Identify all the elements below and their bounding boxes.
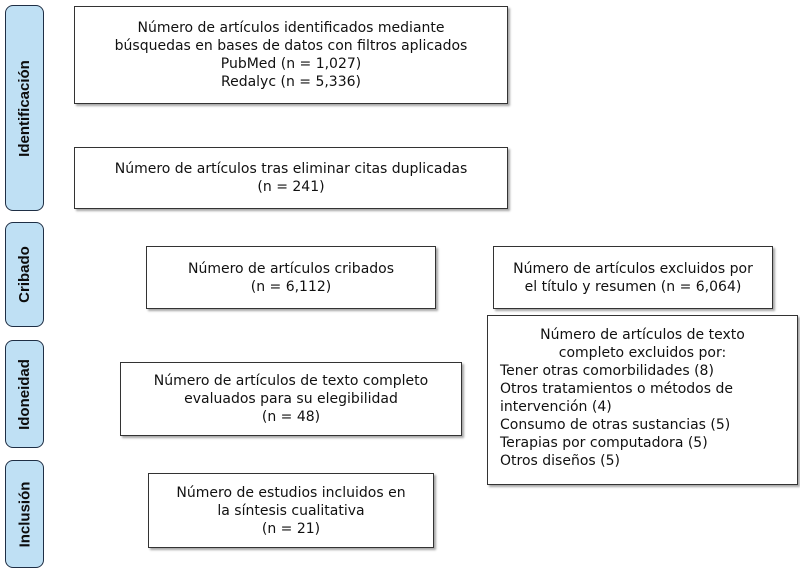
phase-cribado-label: Cribado	[16, 246, 34, 303]
included-line-3: (n = 21)	[261, 520, 321, 537]
identified-line-2: búsquedas en bases de datos con filtros aplicados	[114, 38, 468, 54]
screened-records-box	[146, 246, 436, 309]
phase-idoneidad-label: Idoneidad	[16, 358, 33, 430]
fulltext-excluded-heading-2: completo excluidos por:	[558, 345, 727, 361]
screened-line-2: (n = 6,112)	[250, 278, 332, 295]
identified-line-1: Número de artículos identificados mediante	[137, 20, 445, 36]
included-line-2: la síntesis cualitativa	[217, 502, 365, 519]
excluded-title-line-1: Número de artículos excluidos por	[513, 260, 753, 277]
eligibility-assessed-box	[120, 362, 462, 436]
phase-idoneidad	[5, 340, 44, 448]
phase-cribado	[5, 222, 44, 327]
exclusion-reason: intervención (4)	[500, 399, 612, 415]
phase-inclusion-label: Inclusión	[16, 481, 33, 547]
duplicates-removed-box	[74, 147, 508, 209]
fulltext-excluded-heading-1: Número de artículos de texto	[540, 327, 745, 343]
exclusion-reason: Otros diseños (5)	[500, 453, 620, 469]
fulltext-excluded-box	[487, 315, 798, 485]
exclusion-reason: Tener otras comorbilidades (8)	[500, 363, 714, 379]
excluded-title-line-2: el título y resumen (n = 6,064)	[524, 278, 742, 295]
included-studies-box	[148, 473, 434, 548]
screened-line-1: Número de artículos cribados	[187, 260, 395, 277]
exclusion-reason: Otros tratamientos o métodos de	[500, 381, 733, 397]
duplicates-line-1: Número de artículos tras eliminar citas duplicadas	[114, 161, 468, 177]
identified-line-3: PubMed (n = 1,027)	[220, 56, 362, 72]
included-line-1: Número de estudios incluidos en	[176, 484, 406, 501]
exclusion-reason: Consumo de otras sustancias (5)	[500, 417, 731, 433]
duplicates-line-2: (n = 241)	[257, 179, 325, 195]
identified-line-4: Redalyc (n = 5,336)	[220, 74, 361, 90]
identified-records-box	[74, 6, 508, 104]
phase-identificacion-label: Identificación	[16, 59, 33, 157]
phase-identificacion	[5, 5, 44, 211]
exclusion-reasons-list	[488, 362, 797, 470]
eligibility-line-1: Número de artículos de texto completo	[153, 373, 429, 389]
eligibility-line-3: (n = 48)	[261, 409, 321, 425]
eligibility-line-2: evaluados para su elegibilidad	[184, 391, 398, 407]
exclusion-reason: Terapias por computadora (5)	[500, 435, 708, 451]
excluded-title-abstract-box	[493, 246, 773, 309]
phase-inclusion	[5, 460, 44, 568]
